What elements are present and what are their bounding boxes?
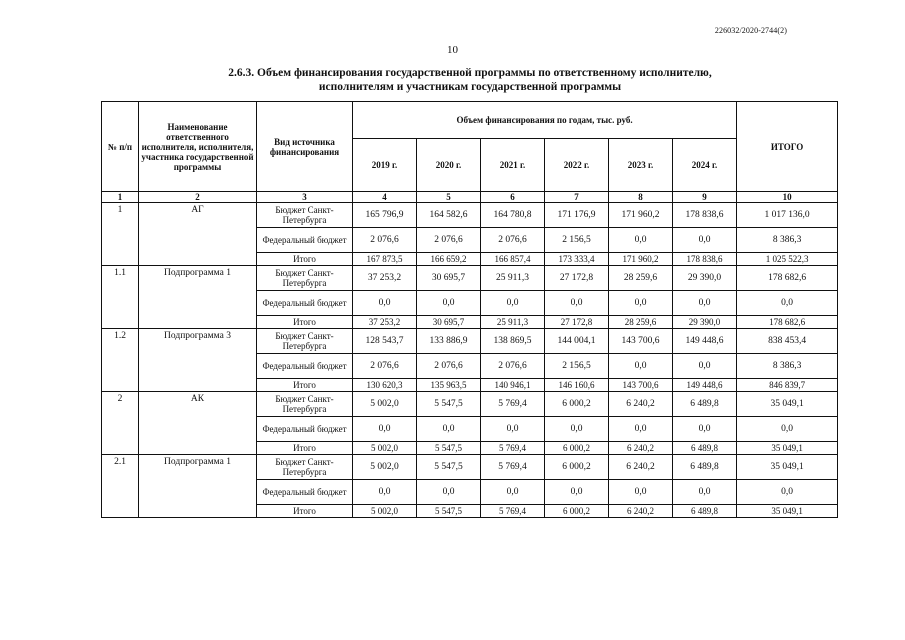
year-value: 173 333,4 bbox=[545, 253, 609, 266]
funding-source: Бюджет Санкт-Петербурга bbox=[257, 266, 353, 291]
year-value: 0,0 bbox=[609, 291, 673, 316]
year-value: 6 240,2 bbox=[609, 505, 673, 518]
row-number: 2 bbox=[102, 392, 139, 455]
row-total-value: 846 839,7 bbox=[737, 379, 838, 392]
column-number: 5 bbox=[417, 192, 481, 203]
row-number: 1.2 bbox=[102, 329, 139, 392]
year-value: 0,0 bbox=[545, 480, 609, 505]
col-header-year: 2020 г. bbox=[417, 139, 481, 192]
row-total-value: 1 017 136,0 bbox=[737, 203, 838, 228]
year-value: 146 160,6 bbox=[545, 379, 609, 392]
executor-name: Подпрограмма 3 bbox=[139, 329, 257, 392]
year-value: 0,0 bbox=[609, 228, 673, 253]
year-value: 28 259,6 bbox=[609, 266, 673, 291]
header-row-1 bbox=[102, 102, 838, 139]
col-header-years-group: Объем финансирования по годам, тыс. руб. bbox=[353, 102, 737, 139]
year-value: 25 911,3 bbox=[481, 266, 545, 291]
funding-source: Бюджет Санкт-Петербурга bbox=[257, 203, 353, 228]
year-value: 0,0 bbox=[673, 228, 737, 253]
column-number: 8 bbox=[609, 192, 673, 203]
col-header-year: 2023 г. bbox=[609, 139, 673, 192]
funding-source: Бюджет Санкт-Петербурга bbox=[257, 392, 353, 417]
column-number: 7 bbox=[545, 192, 609, 203]
year-value: 149 448,6 bbox=[673, 379, 737, 392]
year-value: 149 448,6 bbox=[673, 329, 737, 354]
funding-source: Бюджет Санкт-Петербурга bbox=[257, 329, 353, 354]
year-value: 25 911,3 bbox=[481, 316, 545, 329]
year-value: 0,0 bbox=[673, 417, 737, 442]
column-number: 6 bbox=[481, 192, 545, 203]
funding-source: Итого bbox=[257, 253, 353, 266]
year-value: 178 838,6 bbox=[673, 253, 737, 266]
row-total-value: 35 049,1 bbox=[737, 455, 838, 480]
year-value: 0,0 bbox=[609, 354, 673, 379]
col-header-year: 2021 г. bbox=[481, 139, 545, 192]
year-value: 130 620,3 bbox=[353, 379, 417, 392]
funding-source: Бюджет Санкт-Петербурга bbox=[257, 455, 353, 480]
funding-source: Федеральный бюджет bbox=[257, 417, 353, 442]
year-value: 0,0 bbox=[673, 480, 737, 505]
year-value: 5 547,5 bbox=[417, 442, 481, 455]
year-value: 2 076,6 bbox=[417, 354, 481, 379]
year-value: 5 769,4 bbox=[481, 505, 545, 518]
table-body bbox=[102, 203, 838, 518]
page-number: 10 bbox=[447, 44, 458, 56]
funding-source: Итого bbox=[257, 316, 353, 329]
executor-name: Подпрограмма 1 bbox=[139, 266, 257, 329]
year-value: 6 000,2 bbox=[545, 455, 609, 480]
year-value: 0,0 bbox=[353, 291, 417, 316]
year-value: 5 002,0 bbox=[353, 442, 417, 455]
table-row bbox=[102, 266, 838, 291]
year-value: 6 489,8 bbox=[673, 442, 737, 455]
column-numbers-row bbox=[102, 192, 838, 203]
year-value: 171 176,9 bbox=[545, 203, 609, 228]
section-title-line-1: 2.6.3. Объем финансирования государственной программы по ответственному исполнителю, bbox=[228, 67, 712, 79]
year-value: 164 780,8 bbox=[481, 203, 545, 228]
year-value: 5 002,0 bbox=[353, 505, 417, 518]
year-value: 0,0 bbox=[673, 354, 737, 379]
year-value: 6 240,2 bbox=[609, 392, 673, 417]
year-value: 2 076,6 bbox=[417, 228, 481, 253]
year-value: 2 076,6 bbox=[353, 354, 417, 379]
year-value: 29 390,0 bbox=[673, 316, 737, 329]
year-value: 5 769,4 bbox=[481, 455, 545, 480]
row-total-value: 35 049,1 bbox=[737, 392, 838, 417]
funding-source: Итого bbox=[257, 505, 353, 518]
row-total-value: 8 386,3 bbox=[737, 354, 838, 379]
row-total-value: 838 453,4 bbox=[737, 329, 838, 354]
executor-name: АГ bbox=[139, 203, 257, 266]
column-number: 3 bbox=[257, 192, 353, 203]
year-value: 0,0 bbox=[417, 291, 481, 316]
row-total-value: 0,0 bbox=[737, 291, 838, 316]
year-value: 6 000,2 bbox=[545, 392, 609, 417]
document-number: 226032/2020-2744(2) bbox=[714, 26, 787, 35]
row-total-value: 1 025 522,3 bbox=[737, 253, 838, 266]
year-value: 2 076,6 bbox=[481, 354, 545, 379]
column-number: 1 bbox=[102, 192, 139, 203]
section-title bbox=[120, 66, 820, 94]
year-value: 5 547,5 bbox=[417, 505, 481, 518]
year-value: 2 076,6 bbox=[353, 228, 417, 253]
year-value: 6 240,2 bbox=[609, 455, 673, 480]
year-value: 2 076,6 bbox=[481, 228, 545, 253]
row-total-value: 8 386,3 bbox=[737, 228, 838, 253]
row-total-value: 178 682,6 bbox=[737, 266, 838, 291]
col-header-num: № п/п bbox=[102, 102, 139, 192]
year-value: 5 002,0 bbox=[353, 455, 417, 480]
year-value: 6 000,2 bbox=[545, 442, 609, 455]
year-value: 178 838,6 bbox=[673, 203, 737, 228]
year-value: 30 695,7 bbox=[417, 316, 481, 329]
year-value: 2 156,5 bbox=[545, 354, 609, 379]
funding-source: Федеральный бюджет bbox=[257, 354, 353, 379]
column-number: 10 bbox=[737, 192, 838, 203]
year-value: 0,0 bbox=[545, 417, 609, 442]
year-value: 171 960,2 bbox=[609, 253, 673, 266]
year-value: 138 869,5 bbox=[481, 329, 545, 354]
year-value: 128 543,7 bbox=[353, 329, 417, 354]
column-number: 4 bbox=[353, 192, 417, 203]
year-value: 27 172,8 bbox=[545, 266, 609, 291]
table-row bbox=[102, 392, 838, 417]
executor-name: Подпрограмма 1 bbox=[139, 455, 257, 518]
year-value: 5 769,4 bbox=[481, 392, 545, 417]
year-value: 37 253,2 bbox=[353, 266, 417, 291]
year-value: 167 873,5 bbox=[353, 253, 417, 266]
funding-source: Федеральный бюджет bbox=[257, 291, 353, 316]
year-value: 0,0 bbox=[609, 480, 673, 505]
column-number: 2 bbox=[139, 192, 257, 203]
year-value: 0,0 bbox=[353, 417, 417, 442]
section-title-line-2: исполнителям и участникам государственной программы bbox=[318, 81, 622, 93]
funding-source: Итого bbox=[257, 442, 353, 455]
row-number: 1 bbox=[102, 203, 139, 266]
year-value: 0,0 bbox=[417, 480, 481, 505]
table-row bbox=[102, 203, 838, 228]
table-row bbox=[102, 455, 838, 480]
funding-source: Федеральный бюджет bbox=[257, 228, 353, 253]
financing-table bbox=[101, 101, 838, 518]
year-value: 5 547,5 bbox=[417, 392, 481, 417]
year-value: 37 253,2 bbox=[353, 316, 417, 329]
column-number: 9 bbox=[673, 192, 737, 203]
col-header-year: 2022 г. bbox=[545, 139, 609, 192]
row-total-value: 35 049,1 bbox=[737, 505, 838, 518]
year-value: 28 259,6 bbox=[609, 316, 673, 329]
year-value: 0,0 bbox=[673, 291, 737, 316]
col-header-year: 2019 г. bbox=[353, 139, 417, 192]
year-value: 0,0 bbox=[545, 291, 609, 316]
row-total-value: 0,0 bbox=[737, 417, 838, 442]
year-value: 0,0 bbox=[481, 291, 545, 316]
year-value: 29 390,0 bbox=[673, 266, 737, 291]
row-number: 1.1 bbox=[102, 266, 139, 329]
year-value: 6 489,8 bbox=[673, 392, 737, 417]
year-value: 166 659,2 bbox=[417, 253, 481, 266]
funding-source: Итого bbox=[257, 379, 353, 392]
year-value: 165 796,9 bbox=[353, 203, 417, 228]
col-header-source: Вид источника финансирования bbox=[257, 102, 353, 192]
year-value: 6 000,2 bbox=[545, 505, 609, 518]
col-header-name: Наименование ответственного исполнителя, исполнителя, участника государственной программы bbox=[139, 102, 257, 192]
year-value: 5 547,5 bbox=[417, 455, 481, 480]
year-value: 143 700,6 bbox=[609, 329, 673, 354]
table-row bbox=[102, 329, 838, 354]
year-value: 0,0 bbox=[417, 417, 481, 442]
year-value: 143 700,6 bbox=[609, 379, 673, 392]
year-value: 6 240,2 bbox=[609, 442, 673, 455]
col-header-year: 2024 г. bbox=[673, 139, 737, 192]
year-value: 133 886,9 bbox=[417, 329, 481, 354]
year-value: 0,0 bbox=[609, 417, 673, 442]
year-value: 5 002,0 bbox=[353, 392, 417, 417]
year-value: 6 489,8 bbox=[673, 505, 737, 518]
col-header-total: ИТОГО bbox=[737, 102, 838, 192]
year-value: 135 963,5 bbox=[417, 379, 481, 392]
funding-source: Федеральный бюджет bbox=[257, 480, 353, 505]
year-value: 27 172,8 bbox=[545, 316, 609, 329]
year-value: 0,0 bbox=[481, 417, 545, 442]
year-value: 140 946,1 bbox=[481, 379, 545, 392]
year-value: 164 582,6 bbox=[417, 203, 481, 228]
year-value: 0,0 bbox=[353, 480, 417, 505]
row-total-value: 178 682,6 bbox=[737, 316, 838, 329]
year-value: 6 489,8 bbox=[673, 455, 737, 480]
year-value: 0,0 bbox=[481, 480, 545, 505]
row-total-value: 35 049,1 bbox=[737, 442, 838, 455]
executor-name: АК bbox=[139, 392, 257, 455]
year-value: 30 695,7 bbox=[417, 266, 481, 291]
year-value: 171 960,2 bbox=[609, 203, 673, 228]
year-value: 2 156,5 bbox=[545, 228, 609, 253]
year-value: 166 857,4 bbox=[481, 253, 545, 266]
year-value: 5 769,4 bbox=[481, 442, 545, 455]
row-total-value: 0,0 bbox=[737, 480, 838, 505]
row-number: 2.1 bbox=[102, 455, 139, 518]
year-value: 144 004,1 bbox=[545, 329, 609, 354]
